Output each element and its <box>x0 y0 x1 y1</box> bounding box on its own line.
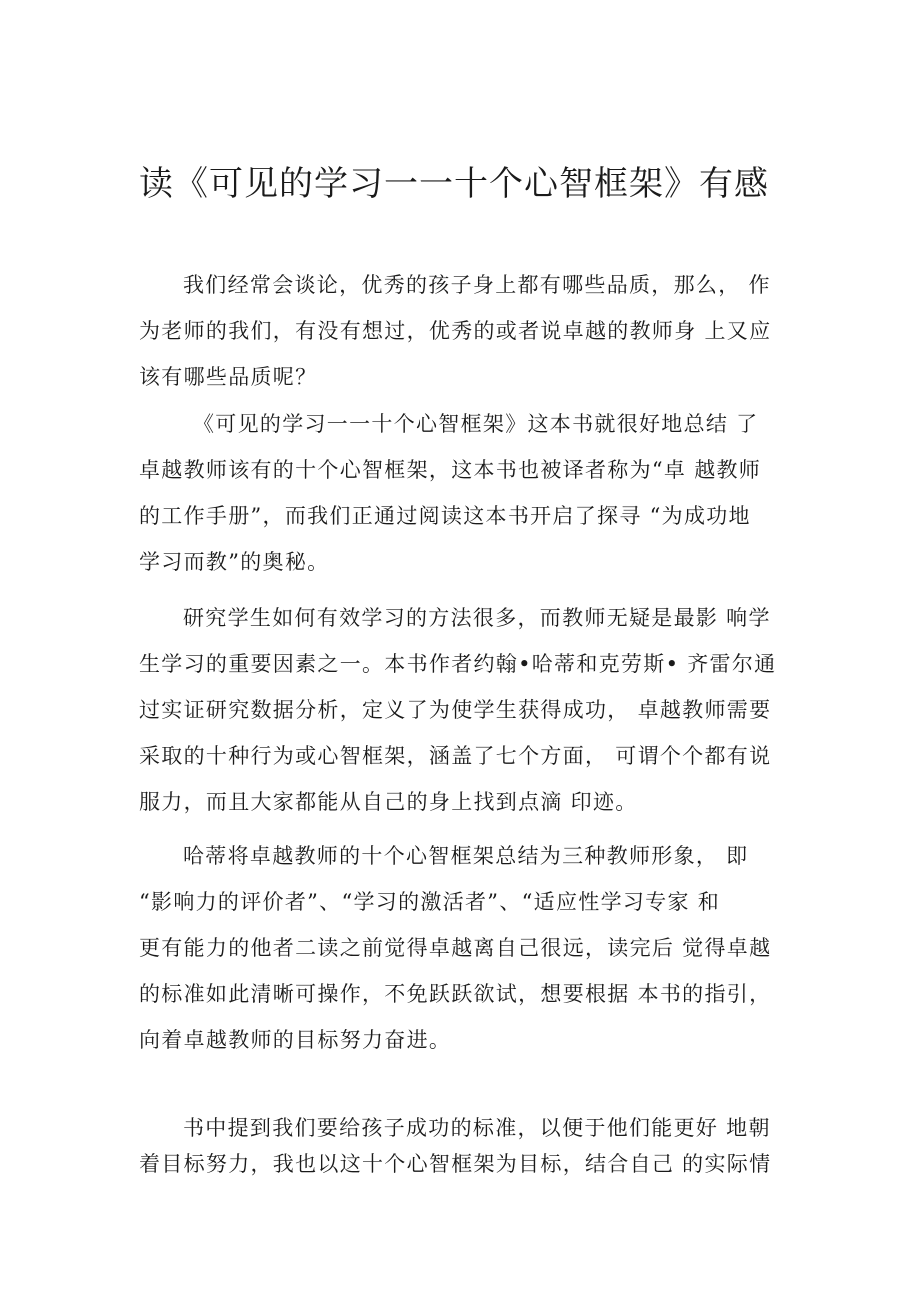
paragraph-line: 我们经常会谈论，优秀的孩子身上都有哪些品质，那么， 作 <box>183 273 771 297</box>
paragraph-line: 卓越教师该有的十个心智框架，这本书也被译者称为“卓 越教师 <box>139 458 762 482</box>
paragraph-line: 书中提到我们要给孩子成功的标准，以便于他们能更好 地朝 <box>183 1116 771 1140</box>
paragraph-3 <box>139 595 799 825</box>
paragraph-line: 过实证研究数据分析，定义了为使学生获得成功， 卓越教师需要 <box>139 698 772 722</box>
paragraph-line: 生学习的重要因素之一。本书作者约翰•哈蒂和克劳斯• 齐雷尔通 <box>139 652 777 676</box>
paragraph-line: 研究学生如何有效学习的方法很多，而教师无疑是最影 响学 <box>183 606 771 630</box>
document-title: 读《可见的学习一一十个心智框架》有感 <box>139 164 769 204</box>
paragraph-line: 为老师的我们，有没有想过，优秀的或者说卓越的教师身 上又应 <box>139 319 772 343</box>
paragraph-line: 哈蒂将卓越教师的十个心智框架总结为三种教师形象， 即 <box>183 844 749 868</box>
paragraph-line: “影响力的评价者”、“学习的激活者”、“适应性学习专家 和 <box>139 890 721 914</box>
paragraph-line: 采取的十种行为或心智框架，涵盖了七个方面， 可谓个个都有说 <box>139 744 772 768</box>
paragraph-5 <box>139 1110 799 1182</box>
paragraph-line: 该有哪些品质呢？ <box>139 365 318 389</box>
paragraph-line: 的工作手册”，而我们正通过阅读这本书开启了探寻 “为成功地 <box>139 504 751 528</box>
paragraph-2 <box>139 401 799 585</box>
paragraph-line: 服力，而且大家都能从自己的身上找到点滴 印迹。 <box>139 790 638 814</box>
paragraph-line: 更有能力的他者二读之前觉得卓越离自己很远，读完后 觉得卓越 <box>139 936 772 960</box>
paragraph-line: 向着卓越教师的目标努力奋进。 <box>139 1028 452 1052</box>
paragraph-line: 学习而教”的奥秘。 <box>139 550 330 574</box>
paragraph-line: 着目标努力，我也以这十个心智框架为目标，结合自己 的实际情 <box>139 1152 772 1176</box>
paragraph-line: 《可见的学习一一十个心智框架》这本书就很好地总结 了 <box>193 412 759 436</box>
paragraph-line: 的标准如此清晰可操作，不免跃跃欲试，想要根据 本书的指引， <box>139 982 772 1006</box>
paragraph-1 <box>139 262 799 400</box>
paragraph-4 <box>139 833 799 1063</box>
